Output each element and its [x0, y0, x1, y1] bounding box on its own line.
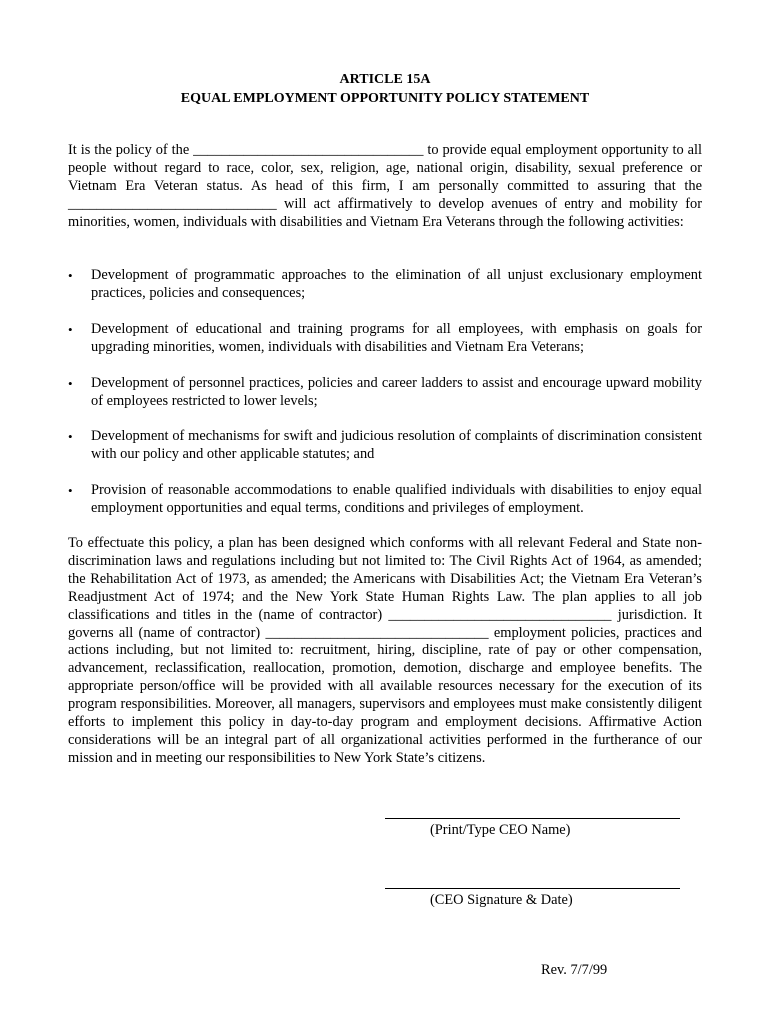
- ceo-name-line: [385, 818, 680, 819]
- list-item: [68, 267, 702, 303]
- revision-date: Rev. 7/7/99: [541, 962, 608, 978]
- list-item: [68, 321, 702, 357]
- list-item: [68, 375, 702, 411]
- ceo-name-caption: (Print/Type CEO Name): [430, 822, 571, 838]
- bullet-icon: •: [68, 268, 73, 283]
- list-item-text: Provision of reasonable accommodations to enable qualified individuals with disabilities to enjoy equal employment opportunities and equal terms, conditions and privileges of employment.: [91, 482, 702, 517]
- intro-paragraph: It is the policy of the ________________________________ to provide equal employment opportunity to all people without regard to race, color, sex, religion, age, national origin, disability, sexual preference or Vietnam Era Veteran status. As head of this firm, I am personally committed to assuring that the _____________________________ will act affirmatively to develop avenues of entry and mobility for minorities, women, individuals with disabilities and Vietnam Era Veterans through the following activities:: [68, 142, 702, 230]
- article-number: ARTICLE 15A: [339, 72, 431, 87]
- list-item-text: Development of personnel practices, policies and career ladders to assist and encourage upward mobility of employees restricted to lower levels;: [91, 374, 702, 409]
- activities-list: [68, 267, 702, 536]
- bullet-icon: •: [68, 429, 73, 445]
- document-title: EQUAL EMPLOYMENT OPPORTUNITY POLICY STATEMENT: [180, 91, 590, 106]
- bullet-icon: •: [68, 483, 73, 499]
- ceo-signature-caption: (CEO Signature & Date): [430, 892, 573, 908]
- list-item-text: Development of educational and training programs for all employees, with emphasis on goals for upgrading minorities, women, individuals with disabilities and Vietnam Era Veterans;: [91, 320, 702, 355]
- closing-paragraph: To effectuate this policy, a plan has been designed which conforms with all relevant Federal and State non-discrimination laws and regulations including but not limited to: The Civil Rights Act of 1964, as amended; the Rehabilitation Act of 1973, as amended; the Americans with Disabilities Act; the Vietnam Era Veteran’s Readjustment Act of 1974; and the New York State Human Rights Law. The plan applies to all job classifications and titles in the (name of contractor) _______________________________ jurisdiction. It governs all (name of contractor) _______________________________ employment policies, practices and actions including, but not limited to: recruitment, hiring, discipline, rate of pay or other compensation, advancement, reclassification, reallocation, promotion, demotion, discharge and employee benefits. The appropriate person/office will be provided with all available resources necessary for the execution of its program responsibilities. Moreover, all managers, supervisors and employees must make consistently diligent efforts to implement this policy in day-to-day program and employment decisions. Affirmative Action considerations will be an integral part of all organizational activities performed in the furtherance of our mission and in meeting our responsibilities to New York State’s citizens.: [68, 535, 702, 766]
- list-item-text: Development of programmatic approaches to the elimination of all unjust exclusionary employment practices, policies and consequences;: [91, 267, 702, 301]
- bullet-icon: •: [68, 375, 73, 391]
- title-block: [68, 70, 702, 108]
- list-item-text: Development of mechanisms for swift and judicious resolution of complaints of discrimination consistent with our policy and other applicable statutes; and: [91, 428, 702, 463]
- list-item: [68, 428, 702, 464]
- list-item: [68, 482, 702, 518]
- bullet-icon: •: [68, 321, 73, 337]
- ceo-signature-line: [385, 888, 680, 889]
